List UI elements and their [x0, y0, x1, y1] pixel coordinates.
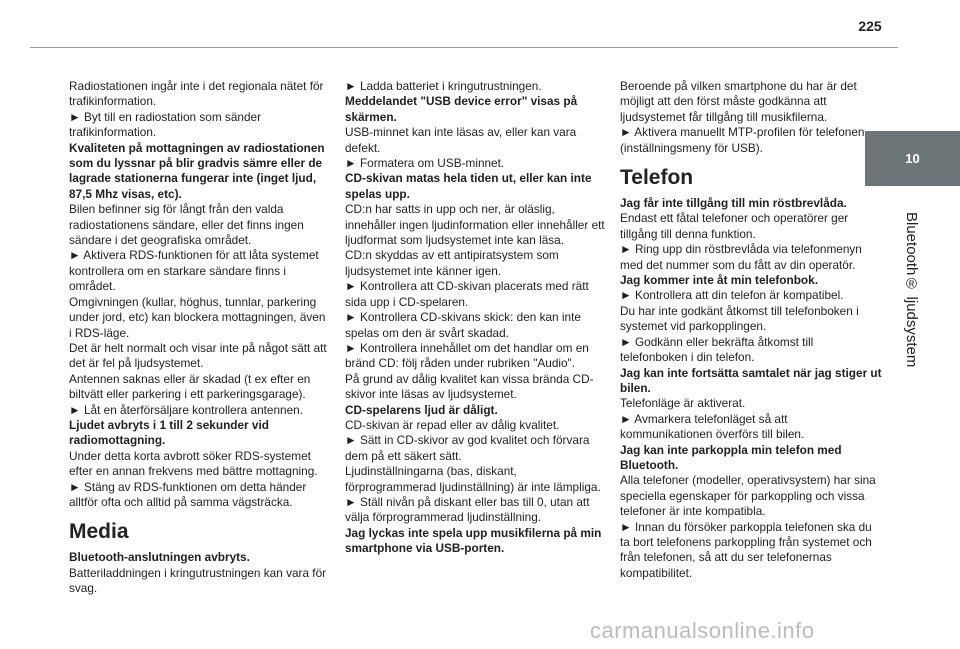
- body-paragraph: ► Låt en återförsäljare kontrollera antennen.: [69, 402, 303, 417]
- troubleshooting-question: Ljudet avbryts i 1 till 2 sekunder vid radiomottagning.: [69, 417, 269, 448]
- body-paragraph: CD:n skyddas av ett antipiratsystem som ljudsystemet inte känner igen.: [345, 248, 559, 278]
- troubleshooting-question: Jag lyckas inte spela upp musikfilerna på min smartphone via USB-porten.: [345, 525, 602, 556]
- body-paragraph: CD:n har satts in upp och ner, är oläslig, innehåller ingen ljudinformation eller innehåller ett ljudformat som ljudsystemet inte kan läsa.: [345, 202, 605, 248]
- chapter-number: 10: [905, 151, 920, 166]
- body-paragraph: ► Aktivera manuellt MTP-profilen för telefonen (inställningsmeny för USB).: [620, 125, 865, 155]
- body-paragraph: ► Ställ nivån på diskant eller bas till 0, utan att välja förprogrammerad ljudinställning.: [345, 494, 590, 525]
- body-paragraph: ► Kontrollera CD-skivans skick: den kan inte spelas om den är svårt skadad.: [345, 310, 581, 340]
- body-paragraph: Under detta korta avbrott söker RDS-systemet efter en annan frekvens med bättre mottagning.: [69, 448, 318, 479]
- body-paragraph: ► Ladda batteriet i kringutrustningen.: [345, 79, 542, 93]
- body-paragraph: ► Kontrollera att CD-skivan placerats med rätt sida upp i CD-spelaren.: [345, 279, 589, 309]
- body-paragraph: Telefonläge är aktiverat.: [620, 396, 746, 411]
- body-paragraph: ► Ring upp din röstbrevlåda via telefonmenyn med det nummer som du fått av din operatör.: [620, 242, 862, 272]
- body-paragraph: ► Formatera om USB-minnet.: [345, 156, 505, 171]
- body-paragraph: ► Innan du försöker parkoppla telefonen ska du ta bort telefonens parkoppling från systemet och från telefonen, så att du ser telefonernas kompatibilitet.: [620, 519, 872, 580]
- body-paragraph: ► Kontrollera att din telefon är kompatibel.: [620, 288, 844, 303]
- body-paragraph: Du har inte godkänt åtkomst till telefonboken i systemet vid parkopplingen.: [620, 303, 859, 334]
- body-paragraph: USB-minnet kan inte läsas av, eller kan vara defekt.: [345, 125, 577, 155]
- page-number: 225: [858, 18, 882, 34]
- troubleshooting-question: Jag får inte tillgång till min röstbrevlåda.: [620, 196, 847, 211]
- troubleshooting-question: Bluetooth-anslutningen avbryts.: [69, 550, 250, 565]
- body-paragraph: Beroende på vilken smartphone du har är det möjligt att den först måste godkänna att ljudsystemet får tillgång till musikfilerna.: [620, 79, 857, 124]
- chapter-title: Bluetooth® ljudsystem: [903, 212, 920, 368]
- body-paragraph: På grund av dålig kvalitet kan vissa brända CD-skivor inte läsas av ljudsystemet.: [345, 371, 594, 402]
- header-divider: [30, 47, 898, 48]
- body-paragraph: Batteriladdningen i kringutrustningen kan vara för svag.: [69, 565, 327, 596]
- watermark: carmanualsonline.info: [590, 618, 815, 643]
- troubleshooting-question: CD-spelarens ljud är dåligt.: [345, 402, 498, 417]
- body-paragraph: Omgivningen (kullar, höghus, tunnlar, parkering under jord, etc) kan blockera mottagningen, även i RDS-läge.: [69, 294, 326, 340]
- text-column-3: [620, 79, 882, 581]
- body-paragraph: ► Sätt in CD-skivor av god kvalitet och förvara dem på ett säkert sätt.: [345, 433, 590, 463]
- body-paragraph: ► Avmarkera telefonläget så att kommunikationen överförs till bilen.: [620, 411, 805, 442]
- text-column-1: [69, 79, 331, 597]
- body-paragraph: ► Godkänn eller bekräfta åtkomst till telefonboken i din telefon.: [620, 334, 814, 365]
- troubleshooting-question: Jag kan inte fortsätta samtalet när jag stiger ut bilen.: [620, 365, 882, 395]
- body-paragraph: ► Aktivera RDS-funktionen för att låta systemet kontrollera om en starkare sändare finns i området.: [69, 248, 319, 294]
- troubleshooting-question: Jag kommer inte åt min telefonbok.: [620, 273, 818, 288]
- body-paragraph: Antennen saknas eller är skadad (t ex efter en biltvätt eller parkering i ett parkeringsgarage).: [69, 371, 311, 402]
- body-paragraph: Radiostationen ingår inte i det regionala nätet för trafikinformation.: [69, 79, 324, 109]
- section-heading: Media: [69, 520, 129, 544]
- troubleshooting-question: Meddelandet "USB device error" visas på skärmen.: [345, 94, 578, 124]
- body-paragraph: Bilen befinner sig för långt från den valda radiostationens sändare, eller det finns ingen sändare i det geografiska området.: [69, 202, 304, 248]
- troubleshooting-question: Jag kan inte parkoppla min telefon med Bluetooth.: [620, 442, 842, 472]
- text-column-2: [345, 79, 607, 557]
- section-heading: Telefon: [620, 166, 694, 190]
- body-paragraph: Alla telefoner (modeller, operativsystem) har sina speciella egenskaper för parkoppling och vissa telefoner är inte kompatibla.: [620, 473, 876, 519]
- body-paragraph: ► Kontrollera innehållet om det handlar om en bränd CD: följ råden under rubriken "Audio".: [345, 340, 589, 371]
- body-paragraph: Endast ett fåtal telefoner och operatörer ger tillgång till denna funktion.: [620, 211, 849, 241]
- body-paragraph: Det är helt normalt och visar inte på något sätt att det är fel på ljudsystemet.: [69, 340, 327, 371]
- troubleshooting-question: CD-skivan matas hela tiden ut, eller kan inte spelas upp.: [345, 171, 592, 201]
- body-paragraph: CD-skivan är repad eller av dålig kvalitet.: [345, 417, 560, 432]
- troubleshooting-question: Kvaliteten på mottagningen av radiostationen som du lyssnar på blir gradvis sämre eller de lagrade stationerna fungerar inte (inget ljud, 87,5 Mhz visas, etc).: [69, 140, 325, 201]
- body-paragraph: Ljudinställningarna (bas, diskant, förprogrammerad ljudinställning) är inte lämpliga.: [345, 464, 601, 494]
- body-paragraph: ► Stäng av RDS-funktionen om detta händer alltför ofta och alltid på samma vägsträcka.: [69, 479, 307, 509]
- body-paragraph: ► Byt till en radiostation som sänder trafikinformation.: [69, 109, 261, 140]
